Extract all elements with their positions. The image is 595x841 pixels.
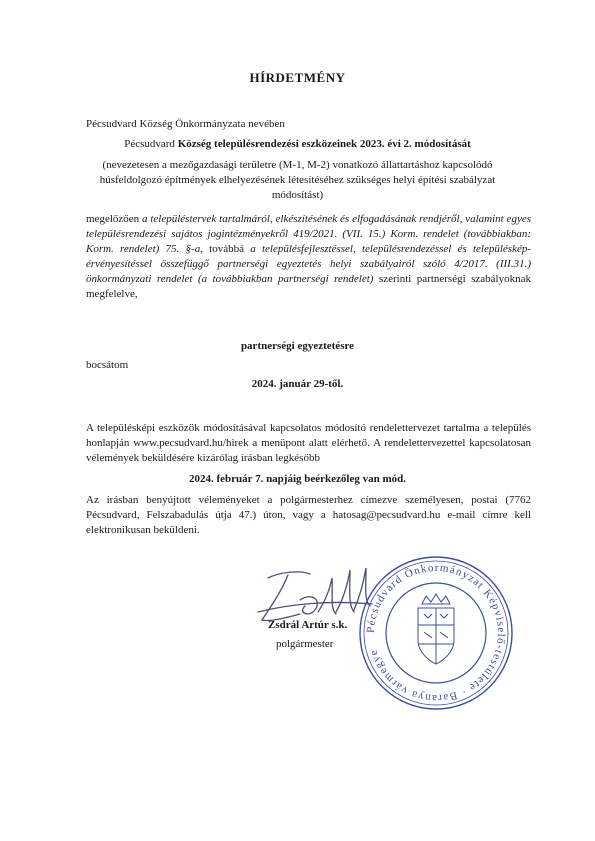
para1-l5b: szerinti partnerségi szabályoknak [373, 273, 531, 285]
stamp-rings [360, 557, 512, 709]
signature-strokes [258, 568, 372, 621]
para2-line3: vélemények beküldésére kizárólag írásban legkésőbb [86, 452, 320, 464]
submit-word: bocsátom [86, 359, 129, 371]
subject-paren-2: húsfeldolgozó építmények elhelyezésének létesítéséhez szükséges helyi építési szabályzat [99, 174, 496, 186]
para1-line1 [86, 212, 531, 227]
subject-line [60, 137, 535, 152]
para2-line2: honlapján www.pecsudvard.hu/hirek a menüpont alatt elérhető. A rendelettervezettel kapcsolatosan [86, 437, 531, 449]
para3-line3: elektronikusan beküldeni. [86, 524, 200, 536]
para1-line5 [86, 272, 531, 287]
intro-line: Pécsudvard Község Önkormányzata nevében [86, 118, 285, 130]
coat-of-arms-icon [418, 594, 454, 664]
para1-l3b: továbbá [202, 243, 251, 255]
para1-line3 [86, 242, 531, 257]
from-date: 2024. január 29-től. [251, 378, 344, 390]
para1-line4: érvényesítéssel összefüggő partnerségi egyeztetés helyi szabályairól szóló 4/2017. (III.31.) [86, 258, 531, 270]
para1-l3a: Korm. rendelet) 75. §-a, [86, 243, 203, 255]
para1-l3c: a településfejlesztéssel, településrendezéssel és településkép- [250, 243, 531, 255]
para1-l1a: megelőzően [86, 213, 142, 225]
signer-name: Zsdrál Artúr s.k. [268, 619, 348, 631]
para2-line1: A településképi eszközök módosításával kapcsolatos módosító rendelettervezet tartalma a település [86, 422, 531, 434]
para1-line6: megfelelve, [86, 288, 138, 300]
subject-paren-1: (nevezetesen a mezőgazdasági területre (M-1, M-2) vonatkozó állattartáshoz kapcsolódó [102, 159, 493, 171]
document-title: HÍRDETMÉNY [249, 70, 346, 85]
signer-role: polgármester [276, 638, 334, 650]
para1-l5a: önkormányzati rendelet (a továbbiakban partnerségi rendelet) [86, 273, 374, 285]
stamp-text: Pécsudvard Önkormányzat Képviselő-testülete · Baranya vármegye [364, 561, 508, 705]
subject-bold: Község településrendezési eszközeinek 2023. évi 2. módosítását [177, 138, 471, 150]
consultation-heading: partnerségi egyeztetésre [240, 340, 355, 352]
deadline: 2024. február 7. napjáig beérkezőleg van mód. [188, 473, 407, 485]
para1-line2: településrendezési sajátos jogintézményekről 419/2021. (VII. 15.) Korm. rendelet (továbbiakban: [86, 228, 531, 240]
subject-prefix: Pécsudvard [124, 138, 178, 150]
para3-line2: Pécsudvard, Felszabadulás útja 47.) úton, vagy a hatosag@pecsudvard.hu e-mail címre kell [86, 509, 531, 521]
para1-l1b: a településtervek tartalmáról, elkészítésének és elfogadásának rendjéről, valamint egyes [142, 213, 531, 225]
para3-line1: Az írásban benyújtott véleményeket a polgármesterhez címezve személyesen, postai (7762 [86, 494, 531, 506]
subject-paren-3: módosítást) [271, 189, 324, 201]
